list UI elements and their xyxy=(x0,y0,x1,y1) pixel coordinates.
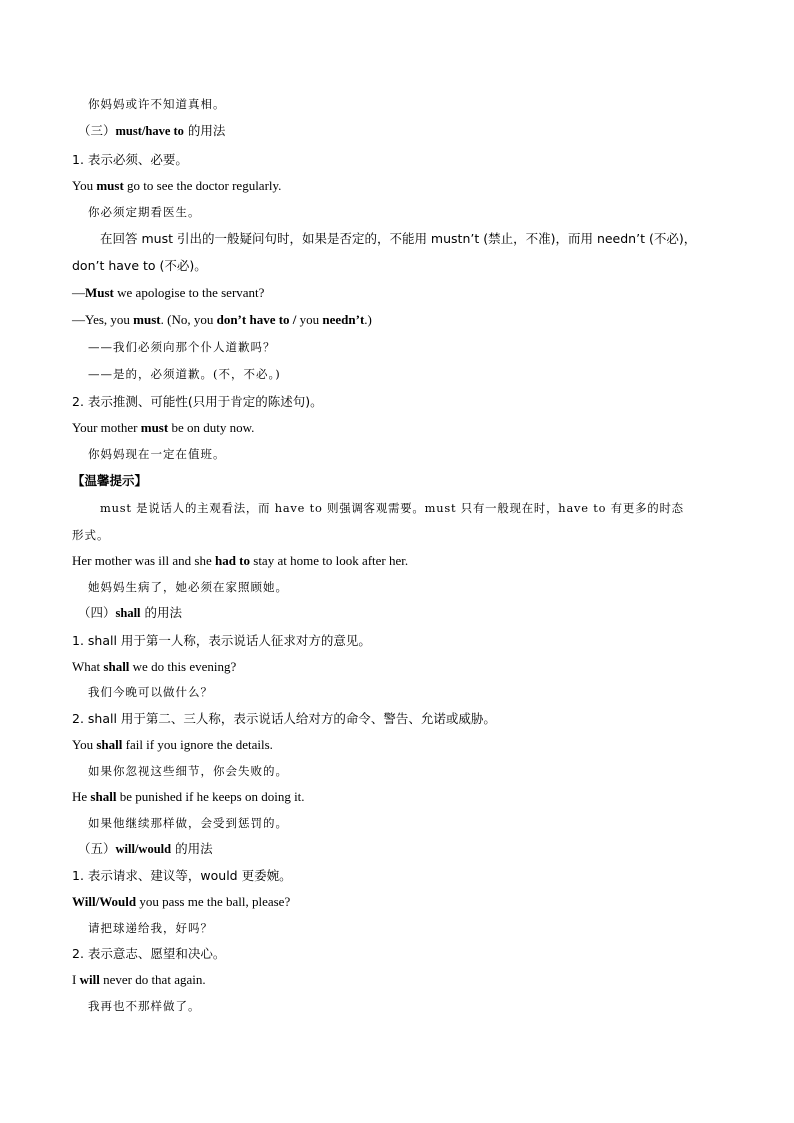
translation-line: 请把球递给我，好吗？ xyxy=(88,921,213,935)
tip-paragraph-cont: 形式。 xyxy=(72,528,110,542)
dialogue-answer: —Yes, you must. (No, you don’t have to / you needn’t.) xyxy=(72,312,372,327)
section-heading-will-would: （五）will/would 的用法 xyxy=(78,841,213,856)
translation-line: 如果他继续那样做，会受到惩罚的。 xyxy=(88,816,288,830)
tip-heading: 【温馨提示】 xyxy=(72,473,148,488)
translation-line: 我们今晚可以做什么？ xyxy=(88,685,213,699)
translation-line: 你妈妈或许不知道真相。 xyxy=(88,97,226,111)
translation-line: 我再也不那样做了。 xyxy=(88,999,201,1013)
example-sentence: He shall be punished if he keeps on doing it. xyxy=(72,789,305,804)
usage-point: 2. 表示推测、可能性(只用于肯定的陈述句)。 xyxy=(72,394,323,409)
dialogue-question: —Must we apologise to the servant? xyxy=(72,285,265,300)
usage-point: 2. 表示意志、愿望和决心。 xyxy=(72,946,226,961)
tip-paragraph: must 是说话人的主观看法，而 have to 则强调客观需要。must 只有一般现在时，have to 有更多的时态 xyxy=(100,501,684,515)
example-sentence: Her mother was ill and she had to stay at home to look after her. xyxy=(72,553,409,568)
example-sentence: You shall fail if you ignore the details. xyxy=(72,737,273,752)
usage-point: 1. 表示请求、建议等，would 更委婉。 xyxy=(72,868,292,883)
translation-line: 她妈妈生病了，她必须在家照顾她。 xyxy=(88,580,288,594)
explanation-paragraph: 在回答 must 引出的一般疑问句时，如果是否定的，不能用 mustn’t (禁止，不准)，而用 needn’t (不必)， xyxy=(100,231,697,246)
example-sentence: Your mother must be on duty now. xyxy=(72,420,255,435)
translation-line: 如果你忽视这些细节，你会失败的。 xyxy=(88,764,288,778)
usage-point: 2. shall 用于第二、三人称，表示说话人给对方的命令、警告、允诺或威胁。 xyxy=(72,711,496,726)
section-heading-shall: （四）shall 的用法 xyxy=(78,605,183,620)
translation-line: ——是的，必须道歉。(不，不必。) xyxy=(88,367,281,381)
usage-point: 1. 表示必须、必要。 xyxy=(72,152,188,167)
usage-point: 1. shall 用于第一人称，表示说话人征求对方的意见。 xyxy=(72,633,371,648)
example-sentence: What shall we do this evening? xyxy=(72,659,237,674)
explanation-paragraph-cont: don’t have to (不必)。 xyxy=(72,258,207,273)
translation-line: 你必须定期看医生。 xyxy=(88,205,201,219)
translation-line: ——我们必须向那个仆人道歉吗？ xyxy=(88,340,276,354)
translation-line: 你妈妈现在一定在值班。 xyxy=(88,447,226,461)
example-sentence: I will never do that again. xyxy=(72,972,206,987)
section-heading-must-have-to: （三）must/have to 的用法 xyxy=(78,123,226,138)
example-sentence: Will/Would you pass me the ball, please? xyxy=(72,894,291,909)
example-sentence: You must go to see the doctor regularly. xyxy=(72,178,282,193)
